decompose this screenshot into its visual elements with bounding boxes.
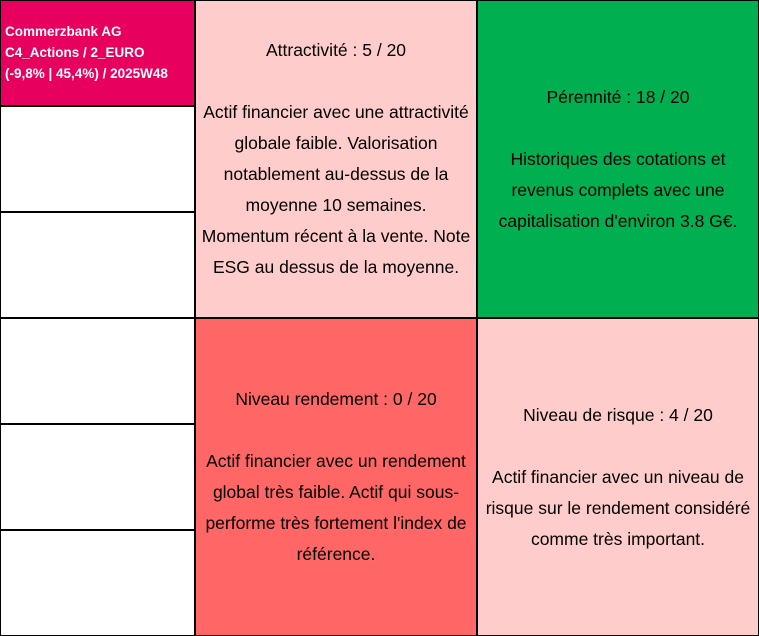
perennite-title: Pérennité : 18 / 20 xyxy=(546,86,690,107)
rendement-panel xyxy=(195,318,477,636)
attractivite-text: Actif financier avec une attractivité globale faible. Valorisation notablement au-dessus de la moyenne 10 semaines. Momentum récent à la vente. Note ESG au dessus de la moyenne. xyxy=(201,102,471,277)
blank-cell-4 xyxy=(0,424,195,530)
blank-cell-3 xyxy=(0,318,195,424)
asset-header xyxy=(0,0,195,106)
attractivite-title: Attractivité : 5 / 20 xyxy=(265,40,407,60)
attractivite-panel xyxy=(195,0,477,318)
risque-panel xyxy=(477,318,759,636)
asset-name: Commerzbank AG xyxy=(5,24,122,39)
blank-cell-2 xyxy=(0,212,195,318)
blank-cell-1 xyxy=(0,106,195,212)
asset-performance-week: (-9,8% | 45,4%) / 2025W48 xyxy=(5,66,168,81)
perennite-text: Historiques des cotations et revenus complets avec une capitalisation d'environ 3.8 G€. xyxy=(498,148,738,231)
risque-text: Actif financier avec un niveau de risque sur le rendement considéré comme très important. xyxy=(485,466,751,549)
blank-cell-5 xyxy=(0,530,195,636)
rendement-title: Niveau rendement : 0 / 20 xyxy=(235,389,437,409)
risque-title: Niveau de risque : 4 / 20 xyxy=(523,404,713,425)
asset-category: C4_Actions / 2_EURO xyxy=(5,45,145,60)
rendement-text: Actif financier avec un rendement global très faible. Actif qui sous-performe très fortement l'index de référence. xyxy=(205,451,467,564)
perennite-panel xyxy=(477,0,759,318)
